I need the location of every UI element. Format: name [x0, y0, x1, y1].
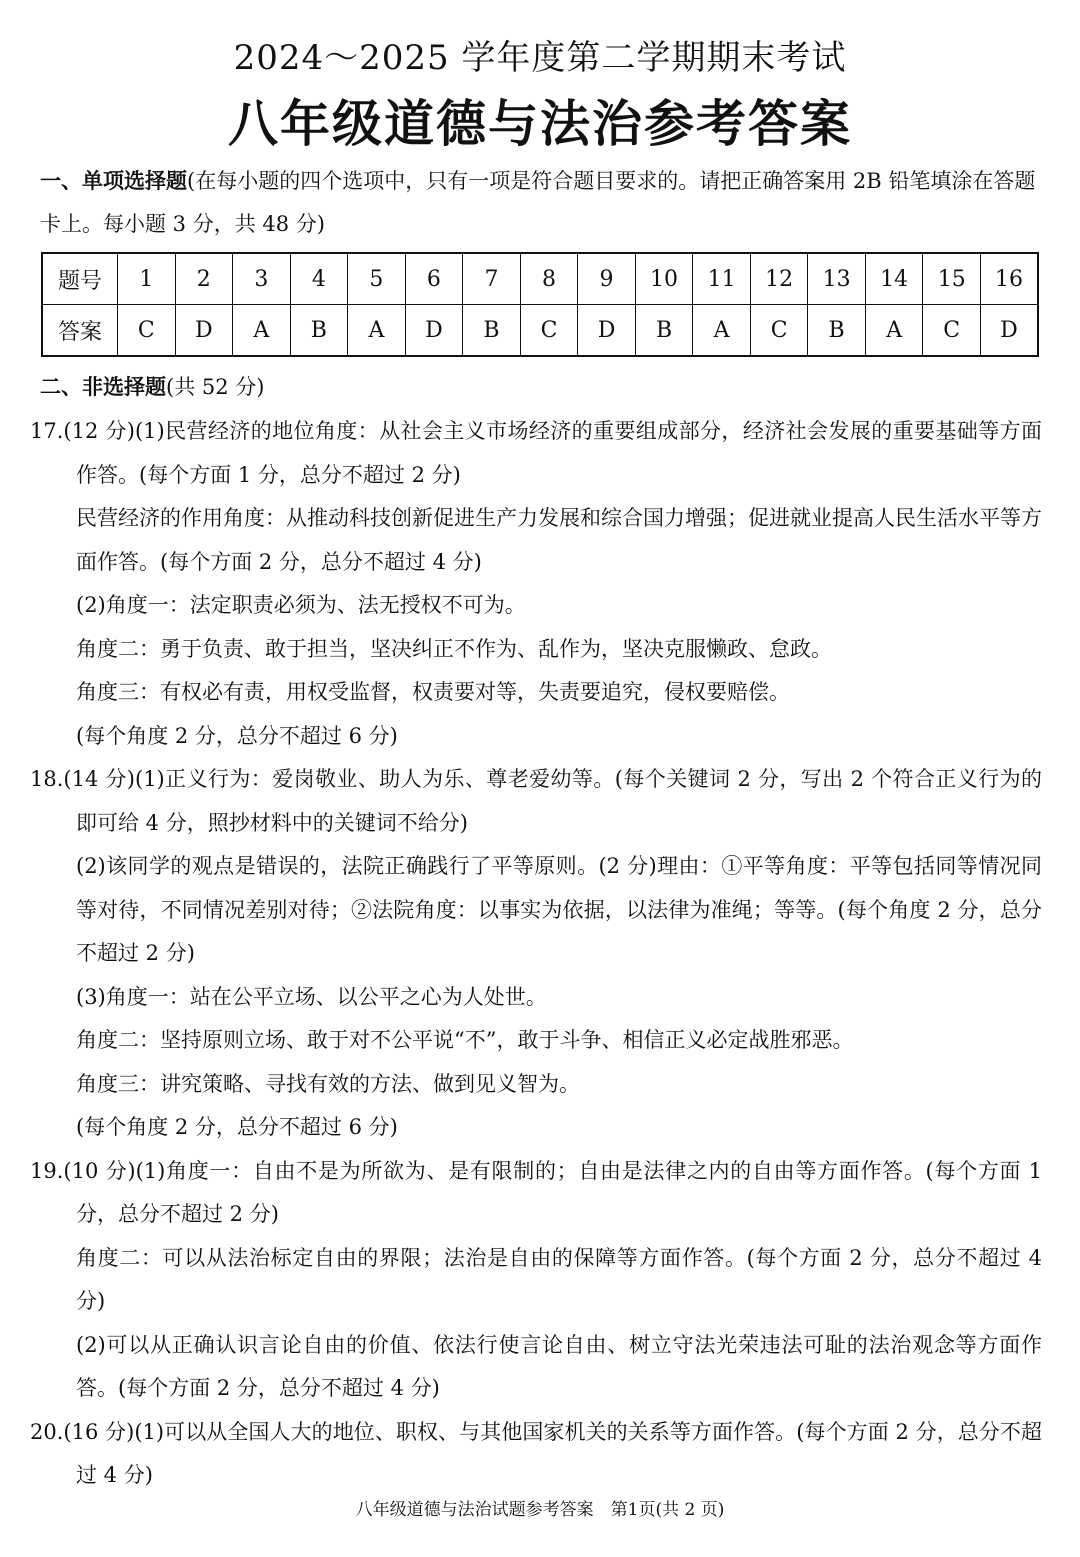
question-number-cell: 14 — [865, 253, 923, 305]
q19-part1-angle1: 19.(10 分)(1)角度一：自由不是为所欲为、是有限制的；自由是法律之内的自由等方面作答。(每个方面 1 分，总分不超过 2 分) — [30, 1158, 1042, 1226]
answer-cell: A — [348, 305, 406, 357]
question-number-cell: 7 — [463, 253, 521, 305]
question-number-row — [42, 253, 1038, 305]
page-footer: 八年级道德与法治试题参考答案 第1页(共 2 页) — [355, 1500, 725, 1520]
answer-cell: B — [808, 305, 866, 357]
question-number-cell: 6 — [405, 253, 463, 305]
q18-part2: (2)该同学的观点是错误的，法院正确践行了平等原则。(2 分)理由：①平等角度：平等包括同等情况同等对待，不同情况差别对待；②法院角度：以事实为依据，以法律为准绳；等等。(每个角度 2 分，总分不超过 2 分) — [76, 854, 1042, 965]
exam-title: 2024～2025 学年度第二学期期末考试 — [233, 38, 847, 78]
question-number-cell: 15 — [923, 253, 981, 305]
section-2-heading: 二、非选择题 — [40, 375, 166, 399]
q17-part1-para1: 17.(12 分)(1)民营经济的地位角度：从社会主义市场经济的重要组成部分，经济社会发展的重要基础等方面作答。(每个方面 1 分，总分不超过 2 分) — [30, 419, 1042, 487]
answer-cell: A — [693, 305, 751, 357]
answer-cell: D — [175, 305, 233, 357]
question-number-cell: 5 — [348, 253, 406, 305]
answer-cell: B — [635, 305, 693, 357]
answer-header: 答案 — [42, 305, 118, 357]
question-number-cell: 12 — [750, 253, 808, 305]
section-1-instruction-text: (在每小题的四个选项中，只有一项是符合题目要求的。请把正确答案用 2B 铅笔填涂在答题卡上。每小题 3 分，共 48 分) — [40, 169, 1036, 236]
question-number-cell: 3 — [233, 253, 291, 305]
answer-cell: D — [980, 305, 1038, 357]
q18-part1: 18.(14 分)(1)正义行为：爱岗敬业、助人为乐、尊老爱幼等。(每个关键词 2 分，写出 2 个符合正义行为的即可给 4 分，照抄材料中的关键词不给分) — [30, 767, 1042, 835]
answer-cell: C — [118, 305, 176, 357]
q18-part3-scoring: (每个角度 2 分，总分不超过 6 分) — [76, 1115, 398, 1139]
answer-row — [42, 305, 1038, 357]
answer-cell: C — [520, 305, 578, 357]
answer-cell: A — [233, 305, 291, 357]
question-number-cell: 8 — [520, 253, 578, 305]
q17-part2-angle2: 角度二：勇于负责、敢于担当，坚决纠正不作为、乱作为，坚决克服懒政、怠政。 — [76, 636, 832, 661]
answer-cell: A — [865, 305, 923, 357]
q19-part2: (2)可以从正确认识言论自由的价值、依法行使言论自由、树立守法光荣违法可耻的法治观念等方面作答。(每个方面 2 分，总分不超过 4 分) — [76, 1332, 1042, 1400]
q18-part3-angle1: (3)角度一：站在公平立场、以公平之心为人处世。 — [76, 984, 547, 1009]
answer-cell: D — [405, 305, 463, 357]
q17-part2-angle3: 角度三：有权必有责，用权受监督，权责要对等，失责要追究，侵权要赔偿。 — [76, 680, 790, 704]
question-number-cell: 11 — [693, 253, 751, 305]
answer-cell: D — [578, 305, 636, 357]
answer-cell: B — [290, 305, 348, 357]
section-1-instructions — [40, 160, 1040, 246]
question-20 — [30, 1411, 1042, 1498]
q19-part1-angle2: 角度二：可以从法治标定自由的界限；法治是自由的保障等方面作答。(每个方面 2 分，总分不超过 4 分) — [76, 1245, 1042, 1313]
question-number-cell: 9 — [578, 253, 636, 305]
answer-table — [41, 252, 1039, 357]
document-title: 八年级道德与法治参考答案 — [228, 95, 852, 153]
question-17 — [30, 410, 1042, 758]
question-number-cell: 4 — [290, 253, 348, 305]
answer-body — [30, 410, 1042, 1498]
section-2-heading-line — [40, 367, 1040, 407]
question-number-cell: 1 — [118, 253, 176, 305]
question-number-cell: 10 — [635, 253, 693, 305]
question-18 — [30, 758, 1042, 1150]
q18-part3-angle2: 角度二：坚持原则立场、敢于对不公平说“不”，敢于斗争、相信正义必定战胜邪恶。 — [76, 1028, 854, 1052]
section-1-heading: 一、单项选择题 — [40, 169, 187, 193]
q20-part1: 20.(16 分)(1)可以从全国人大的地位、职权、与其他国家机关的关系等方面作答。(每个方面 2 分，总分不超过 4 分) — [30, 1419, 1042, 1487]
q18-part3-angle3: 角度三：讲究策略、寻找有效的方法、做到见义智为。 — [76, 1071, 580, 1096]
answer-cell: B — [463, 305, 521, 357]
question-number-cell: 13 — [808, 253, 866, 305]
answer-cell: C — [750, 305, 808, 357]
q17-part1-para2: 民营经济的作用角度：从推动科技创新促进生产力发展和综合国力增强；促进就业提高人民生活水平等方面作答。(每个方面 2 分，总分不超过 4 分) — [76, 506, 1042, 574]
section-2-points: (共 52 分) — [166, 375, 265, 399]
q17-part2-scoring: (每个角度 2 分，总分不超过 6 分) — [76, 723, 398, 748]
q17-part2-angle1: (2)角度一：法定职责必须为、法无授权不可为。 — [76, 593, 526, 617]
question-number-cell: 16 — [980, 253, 1038, 305]
answer-cell: C — [923, 305, 981, 357]
question-19 — [30, 1150, 1042, 1411]
question-number-cell: 2 — [175, 253, 233, 305]
question-number-header: 题号 — [42, 253, 118, 305]
